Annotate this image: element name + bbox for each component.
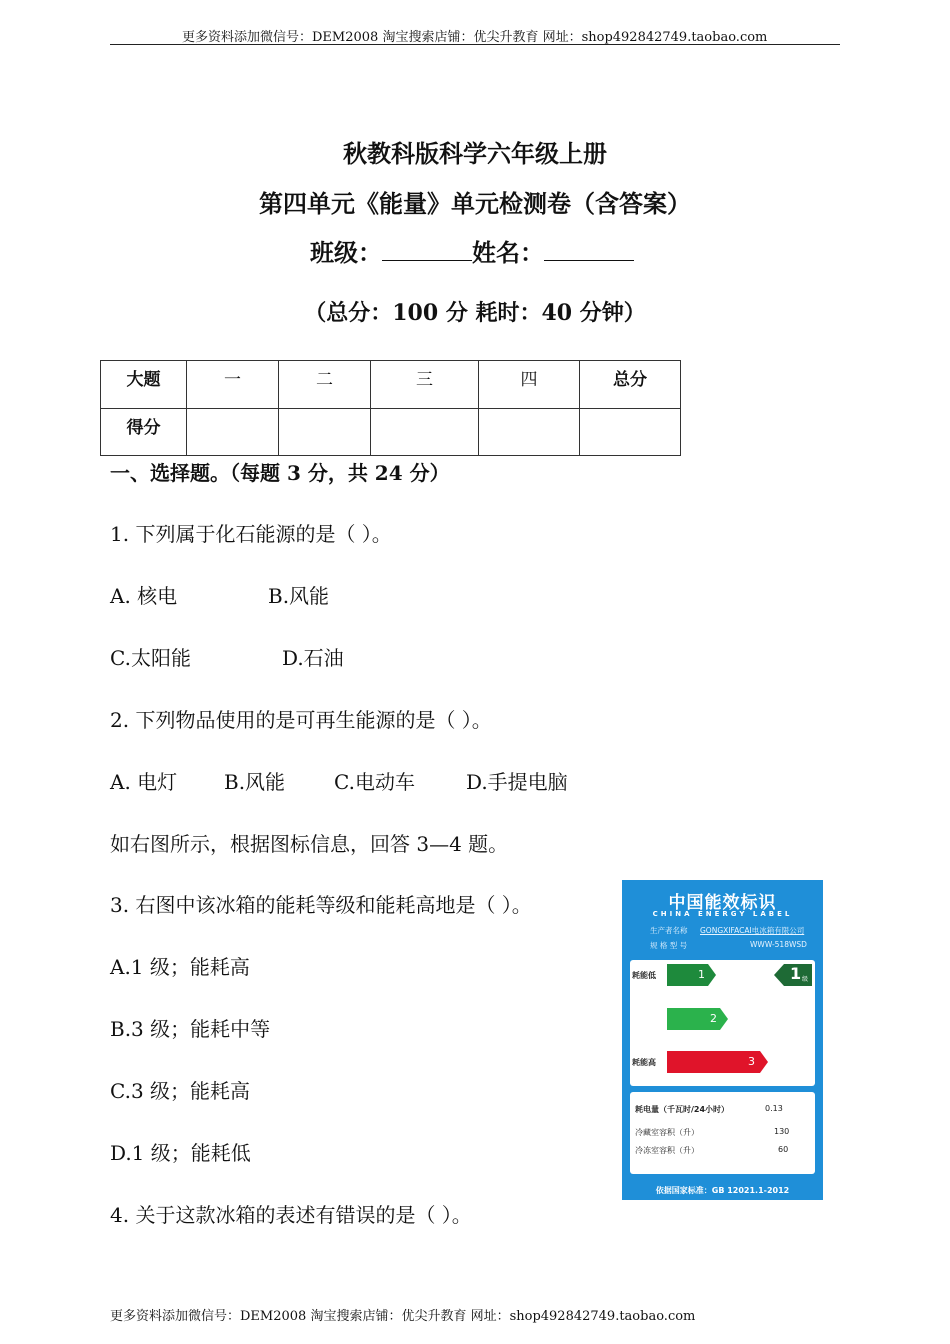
- option-3d: D.1 级；能耗低: [110, 1141, 251, 1165]
- score-cell[interactable]: [371, 408, 479, 456]
- option-2c: C.电动车: [334, 770, 415, 794]
- high-consumption-label: 耗能高: [632, 1058, 656, 1067]
- option-1d: D.石油: [282, 646, 344, 670]
- paper-title: 秋教科版科学六年级上册: [343, 139, 607, 168]
- option-1c: C.太阳能: [110, 646, 191, 670]
- option-1a: A. 核电: [110, 584, 178, 608]
- class-blank[interactable]: [382, 238, 472, 261]
- grade-panel: [630, 960, 815, 1086]
- score-row-label: 得分: [101, 408, 187, 456]
- grade-arrows: [630, 960, 815, 1086]
- model-label: 规 格 型 号: [650, 941, 688, 950]
- consumption-label: 耗电量（千瓦时/24小时）: [635, 1105, 730, 1114]
- paper-subtitle: 第四单元《能量》单元检测卷（含答案）: [259, 189, 691, 218]
- option-3c: C.3 级；能耗高: [110, 1079, 251, 1103]
- energy-label-figure: [622, 880, 823, 1200]
- class-label: 班级：: [310, 238, 382, 267]
- grade-2-label: 2: [710, 1012, 717, 1025]
- grade-1-label: 1: [698, 968, 705, 981]
- freezer-volume-label: 冷冻室容积（升）: [635, 1146, 699, 1155]
- header-divider: [110, 44, 840, 45]
- manufacturer-value: GONGXIFACAI电冰箱有限公司: [700, 926, 805, 935]
- class-name-line: [310, 233, 634, 268]
- question-1: 1. 下列属于化石能源的是（ ）。: [110, 522, 392, 546]
- name-blank[interactable]: [544, 238, 634, 261]
- score-cell[interactable]: [279, 408, 371, 456]
- table-header-cell: 三: [371, 361, 479, 409]
- section-title: 一、选择题。（每题 3 分，共 24 分）: [110, 461, 450, 485]
- name-label: 姓名：: [472, 238, 544, 267]
- fridge-volume-label: 冷藏室容积（升）: [635, 1128, 699, 1137]
- table-header-cell: 二: [279, 361, 371, 409]
- option-2a: A. 电灯: [110, 770, 178, 794]
- grade-2-arrow: [667, 1008, 728, 1030]
- table-header-cell: 四: [479, 361, 580, 409]
- question-2: 2. 下列物品使用的是可再生能源的是（ ）。: [110, 708, 492, 732]
- rated-grade-value: 1: [790, 964, 802, 983]
- option-3a: A.1 级；能耗高: [110, 955, 250, 979]
- rated-grade-unit: 级: [802, 976, 809, 983]
- page-footer: 更多资料添加微信号：DEM2008 淘宝搜索店铺：优尖升教育 网址：shop492842749.taobao.com: [110, 1309, 696, 1324]
- spec-panel: [630, 1092, 815, 1174]
- consumption-value: 0.13: [765, 1104, 783, 1113]
- score-cell[interactable]: [479, 408, 580, 456]
- table-header-cell: 大题: [101, 361, 187, 409]
- energy-label-subtitle: CHINA ENERGY LABEL: [652, 910, 793, 918]
- model-value: WWW-518WSD: [750, 940, 807, 949]
- page-header: 更多资料添加微信号：DEM2008 淘宝搜索店铺：优尖升教育 网址：shop492842749.taobao.com: [182, 30, 768, 45]
- table-header-cell: 总分: [580, 361, 681, 409]
- score-table-score-row: [101, 408, 681, 456]
- low-consumption-label: 耗能低: [632, 971, 656, 980]
- option-2b: B.风能: [224, 770, 286, 794]
- option-1b: B.风能: [268, 584, 330, 608]
- question-4: 4. 关于这款冰箱的表述有错误的是（ ）。: [110, 1203, 472, 1227]
- national-standard: 依据国家标准：GB 12021.1-2012: [655, 1186, 790, 1195]
- score-cell[interactable]: [580, 408, 681, 456]
- score-cell[interactable]: [187, 408, 279, 456]
- grade-3-label: 3: [748, 1055, 755, 1068]
- grade-1-arrow: [667, 964, 716, 986]
- score-table-header-row: [101, 361, 681, 409]
- option-2d: D.手提电脑: [466, 770, 568, 794]
- figure-intro: 如右图所示，根据图标信息，回答 3—4 题。: [110, 832, 509, 856]
- option-3b: B.3 级；能耗中等: [110, 1017, 271, 1041]
- fridge-volume-value: 130: [774, 1127, 790, 1136]
- score-time-line: （总分：100 分 耗时：40 分钟）: [304, 300, 646, 326]
- score-table: [100, 360, 681, 456]
- manufacturer-label: 生产者名称: [650, 926, 688, 935]
- freezer-volume-value: 60: [778, 1145, 789, 1154]
- question-3: 3. 右图中该冰箱的能耗等级和能耗高地是（ ）。: [110, 893, 532, 917]
- table-header-cell: 一: [187, 361, 279, 409]
- energy-label-title: 中国能效标识: [668, 893, 777, 913]
